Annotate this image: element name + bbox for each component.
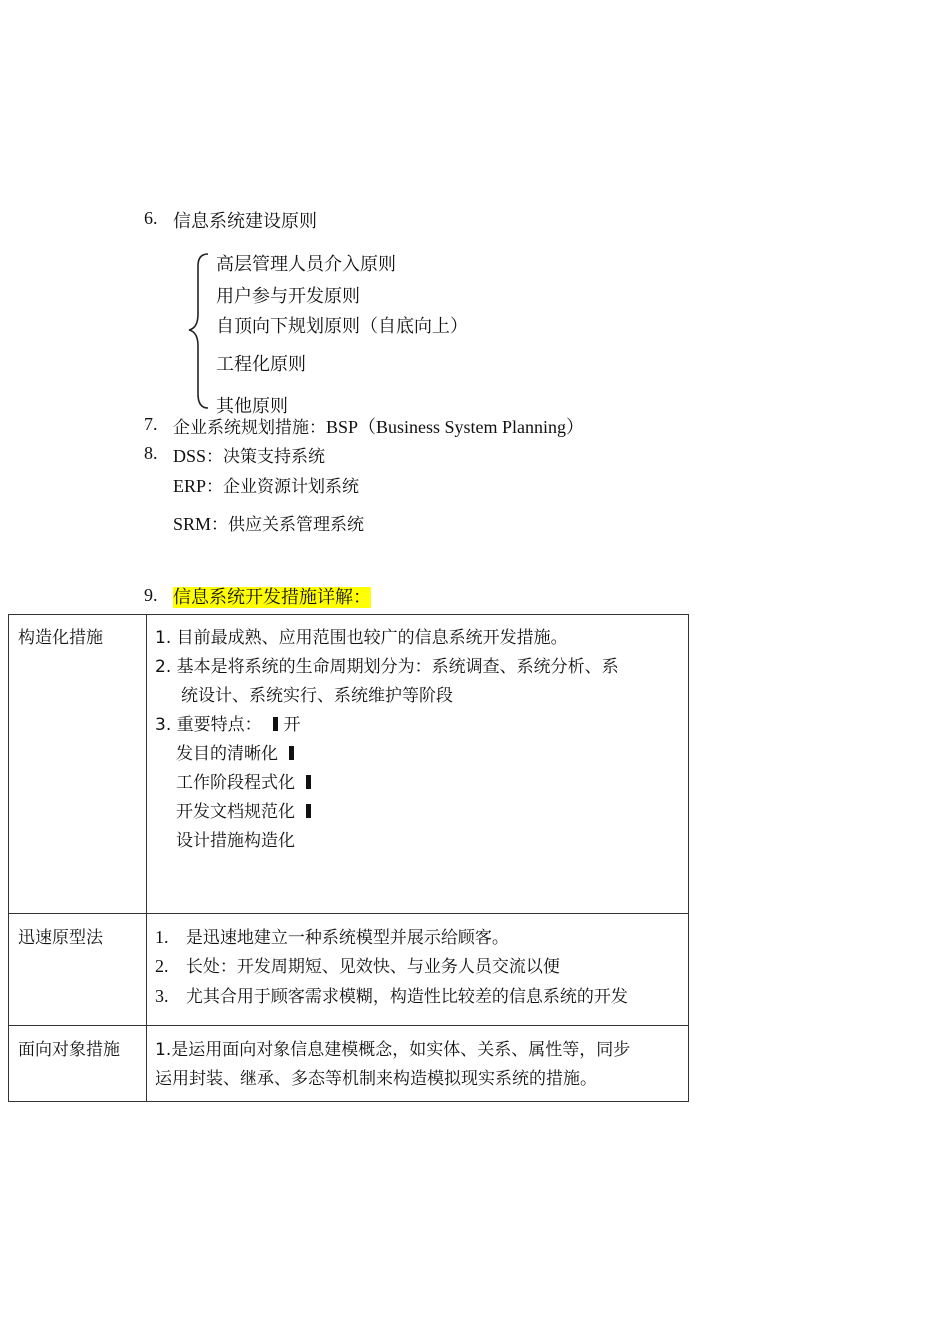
- table-row-line: 2. 基本是将系统的生命周期划分为：系统调查、系统分析、系: [155, 657, 619, 677]
- principle-item: 其他原则: [216, 396, 288, 417]
- table-row-method: 面向对象措施: [18, 1040, 120, 1060]
- feature-text: 开: [283, 715, 301, 735]
- item8-abbr: DSS: [173, 446, 207, 466]
- item6-number: 6.: [144, 208, 158, 228]
- item8-desc: ：供应关系管理系统: [211, 515, 365, 535]
- table-row-line: [176, 768, 311, 793]
- item8-desc: ：企业资源计划系统: [206, 477, 360, 497]
- item9-highlight: 信息系统开发措施详解：: [173, 587, 371, 608]
- principle-item: 用户参与开发原则: [216, 286, 360, 307]
- table-row-line: [155, 710, 300, 735]
- bullet-bar-icon: [273, 717, 278, 731]
- table-row-line: 统设计、系统实行、系统维护等阶段: [181, 686, 453, 706]
- table-row-line: [155, 952, 560, 977]
- table-row-method: 迅速原型法: [18, 928, 103, 948]
- table-row-line: 设计措施构造化: [176, 831, 295, 851]
- principle-item: 自顶向下规划原则（自底向上）: [216, 316, 468, 337]
- table-row-line: 1. 目前最成熟、应用范围也较广的信息系统开发措施。: [155, 628, 568, 648]
- bullet-bar-icon: [289, 746, 294, 760]
- list-text: 尤其合用于顾客需求模糊，构造性比较差的信息系统的开发: [185, 987, 628, 1007]
- feature-text: 工作阶段程式化: [176, 773, 295, 793]
- item8-line: [173, 510, 364, 535]
- bullet-bar-icon: [306, 775, 311, 789]
- item9-number: 9.: [144, 585, 158, 605]
- item7-text-en: BSP（Business System Planning）: [326, 417, 585, 437]
- item8-number: 8.: [144, 443, 158, 463]
- item9-title: [173, 583, 371, 609]
- feature-text: 开发文档规范化: [176, 802, 295, 822]
- table-row-method: 构造化措施: [18, 628, 103, 648]
- item8-abbr: ERP: [173, 476, 207, 496]
- list-text: 长处：开发周期短、见效快、与业务人员交流以便: [185, 957, 560, 977]
- table-row-line: 运用封装、继承、多态等机制来构造模拟现实系统的措施。: [155, 1069, 597, 1089]
- item7-number: 7.: [144, 414, 158, 434]
- list-text: 是迅速地建立一种系统模型并展示给顾客。: [185, 928, 509, 948]
- item8-abbr: SRM: [173, 514, 212, 534]
- table-row-line: [155, 923, 509, 948]
- feature-text: 发目的清晰化: [176, 744, 278, 764]
- list-number: 3.: [155, 986, 169, 1006]
- item8-desc: ：决策支持系统: [206, 447, 326, 467]
- principle-item: 工程化原则: [216, 354, 306, 375]
- table-row-line: [176, 739, 294, 764]
- table-row-line: [176, 797, 311, 822]
- list-number: 2.: [155, 956, 169, 976]
- principle-item: 高层管理人员介入原则: [216, 254, 396, 275]
- item8-line: [173, 442, 325, 467]
- item6-title: 信息系统建设原则: [173, 211, 317, 232]
- table-row-line: 1.是运用面向对象信息建模概念，如实体、关系、属性等，同步: [155, 1040, 631, 1060]
- item8-line: [173, 472, 359, 497]
- item7-line: [173, 413, 584, 439]
- item7-text-cn: 企业系统规划措施：: [173, 418, 326, 438]
- curly-brace-icon: [186, 252, 216, 412]
- bullet-bar-icon: [306, 804, 311, 818]
- key-features-label: 3. 重要特点：: [155, 715, 262, 735]
- table-row-line: [155, 982, 628, 1007]
- list-number: 1.: [155, 927, 169, 947]
